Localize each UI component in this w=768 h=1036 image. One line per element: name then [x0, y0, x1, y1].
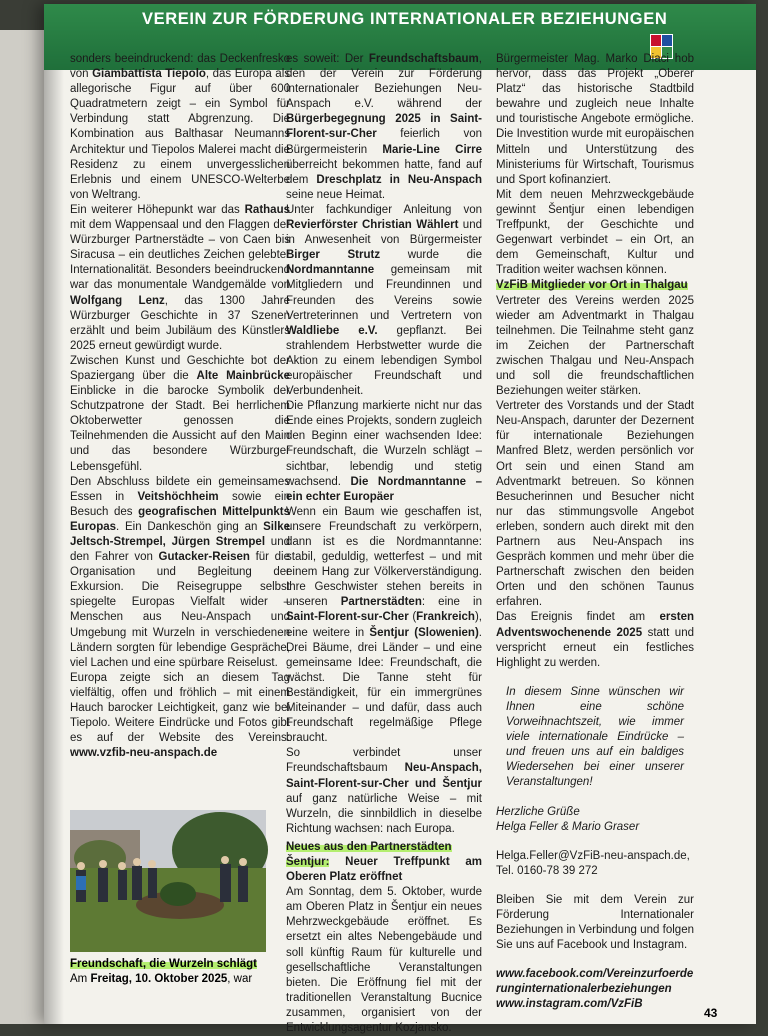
- facebook-link[interactable]: www.facebook.com/Vereinzurfoerderunginternationalerbeziehungen: [496, 968, 694, 996]
- page-number: 43: [704, 1006, 718, 1020]
- greeting-line: Herzliche Grüße: [496, 805, 580, 818]
- paragraph: Mit dem neuen Mehrzweckgebäude gewinnt Šentjur einen lebendigen Treffpunkt, der Geschichte und Gegenwart verbindet – ein Ort, an dem Gemeinschaft, Kultur und Tradition weiter wachsen können.: [496, 188, 694, 277]
- thalgau-heading: VzFiB Mitglieder vor Ort in Thalgau: [496, 279, 688, 292]
- magazine-page: [44, 4, 756, 1034]
- header-title: VEREIN ZUR FÖRDERUNG INTERNATIONALER BEZIEHUNGEN: [142, 10, 668, 28]
- instagram-link[interactable]: www.instagram.com/VzFiB: [496, 998, 643, 1011]
- season-greeting: In diesem Sinne wünschen wir Ihnen eine schöne Vorweihnachtszeit, wie immer viele internationale Eindrücke – und freuen uns auf ein baldiges Wiedersehen bei einer unserer Veranstaltungen!: [506, 685, 684, 789]
- paragraph: Unter fachkundiger Anleitung von Revierförster Christian Wählert und in Anwesenheit von Bürgermeister Birger Strutz wurde die Nordmanntanne gemeinsam mit Mitgliedern und Freundinnen und Freunden des Vereins sowie Vertreterinnen und Vertretern von Waldliebe e.V. gepflanzt. Bei strahlendem Herbstwetter wurde die Aktion zu einem lebendigen Symbol europäischer Freundschaft und Verbundenheit.: [286, 203, 482, 398]
- column-1: [70, 52, 290, 761]
- paragraph: Bleiben Sie mit dem Verein zur Förderung Internationaler Beziehungen in Verbindung und folgen Sie uns auf Facebook und Instagram.: [496, 893, 694, 952]
- column-3: [496, 52, 694, 1013]
- paragraph: Vertreter des Vorstands und der Stadt Neu-Anspach, darunter der Dezernent für internationale Beziehungen Manfred Bletz, werden persönlich vor Ort sein und einen Stand am Adventmarkt betreuen. So können Besucherinnen und Besucher nicht nur das stimmungsvolle Angebot erleben, sondern auch direkt mit den Partnern aus Neu-Anspach ins Gespräch kommen und mehr über die Partnerschaft zwischen den beiden Orten und den schönen Taunus erfahren.: [496, 400, 694, 609]
- paragraph: Die Pflanzung markierte nicht nur das Ende eines Projekts, sondern zugleich den Beginn einer wachsenden Idee: Freundschaft, die Wurzeln schlägt – sichtbar, lebendig und stetig wachsend. Die Nordmanntanne – ein echter Europäer: [286, 400, 482, 503]
- paragraph: Den Abschluss bildete ein gemeinsames Essen in Veitshöchheim sowie ein Besuch des geografischen Mittelpunkts Europas. Ein Dankeschön ging an Silke Jeltsch-Strempel, Jürgen Strempel und den Fahrer von Gutacker-Reisen für die Organisation und Begleitung der Exkursion. Die Reisegruppe selbst spiegelte Europas Vielfalt wider – Menschen aus Neu-Anspach und Umgebung mit Wurzeln in verschiedenen Ländern sorgten für lebendige Gespräche, viel Lachen und eine spürbare Reiselust.: [70, 475, 290, 669]
- email-link[interactable]: Helga.Feller@VzFiB-neu-anspach.de,: [496, 849, 690, 862]
- paragraph: Bürgermeister Mag. Marko Diaci hob hervor, dass das Projekt „Oberer Platz“ das historische Stadtbild bewahre und zugleich neue Inhalte und touristische Angebote ermögliche. Die Investition wurde mit europäischen Mitteln und Unterstützung des Ministeriums für Wirtschaft, Tourismus und Sport kofinanziert.: [496, 53, 694, 186]
- paragraph: sonders beeindruckend: das Deckenfresko von Giambattista Tiepolo, das Europa als allegorische Figur auf über 600 Quadratmetern zeigt – ein Symbol für Verbindung statt Abgrenzung. Die Kombination aus Balthasar Neumanns Architektur und Tiepolos Malerei macht die Residenz zu einem unvergesslichen Erlebnis und einem UNESCO-Welterbe von Weltrang.: [70, 53, 290, 201]
- signature-names: Helga Feller & Mario Graser: [496, 820, 640, 833]
- facing-page-edge: [0, 30, 44, 1024]
- paragraph: Vertreter des Vereins werden 2025 wieder am Adventmarkt in Thalgau teilnehmen. Die Teilnahme steht ganz im Zeichen der Partnerschaft zwischen Thalgau und Neu-Anspach und soll die freundschaftlichen Beziehungen weiter stärken.: [496, 294, 694, 398]
- caption-heading: Freundschaft, die Wurzeln schlägt: [70, 958, 258, 970]
- paragraph: Das Ereignis findet am ersten Adventswochenende 2025 statt und verspricht erneut ein festliches Highlight zu werden.: [496, 611, 694, 669]
- news-heading: Neues aus den Partnerstädten Šentjur: Neuer Treffpunkt am Oberen Platz eröffnet: [286, 840, 482, 884]
- column-2: [286, 52, 482, 1036]
- subheading: Die Nordmanntanne – ein echter Europäer: [286, 475, 482, 503]
- phone-number: Tel. 0160-78 39 272: [496, 864, 598, 877]
- photo-caption: Freundschaft, die Wurzeln schlägt Am Freitag, 10. Oktober 2025, war: [70, 958, 258, 985]
- paragraph: es soweit: Der Freundschaftsbaum, den der Verein zur Förderung internationaler Beziehungen Neu-Anspach e.V. während der Bürgerbegegnung 2025 in Saint-Florent-sur-Cher feierlich von Bürgermeisterin Marie-Line Cirre überreicht bekommen hatte, fand auf dem Dreschplatz in Neu-Anspach seine neue Heimat.: [286, 53, 482, 201]
- paragraph: Ein weiterer Höhepunkt war das Rathaus mit dem Wappensaal und den Flaggen der Würzburger Partnerstädte – von Caen bis Siracusa – ein deutliches Zeichen gelebter Internationalität. Besonders beeindruckend war das monumentale Wandgemälde von Wolfgang Lenz, das 1300 Jahre Würzburger Geschichte in 37 Szenen erzählt und beim Jubiläum des Künstlers 2025 erneut gewürdigt wurde.: [70, 203, 290, 352]
- paragraph: So verbindet unser Freundschaftsbaum Neu-Anspach, Saint-Florent-sur-Cher und Šentjur auf ganz natürliche Weise – mit Wurzeln, die sinnbildlich in dieselbe Richtung wachsen: nach Europa.: [286, 747, 482, 835]
- page-spine-shadow: [44, 4, 64, 1024]
- paragraph: Zwischen Kunst und Geschichte bot der Spaziergang über die Alte Mainbrücke Einblicke in die barocke Symbolik der Schutzpatrone der Stadt. Bei herrlichem Oktoberwetter genossen die Teilnehmenden die Aussicht auf den Main und das besondere Würzburger Lebensgefühl.: [70, 354, 291, 473]
- tree-planting-photo: [70, 810, 266, 952]
- paragraph: Europa zeigte sich an diesem Tag vielfältig, offen und fröhlich – mit einem Hauch barocker Leichtigkeit, ganz wie bei Tiepolo. Weitere Eindrücke und Fotos gibt es auf der Website des Vereins: www.vzfib-neu-anspach.de: [70, 671, 290, 760]
- website-link[interactable]: www.vzfib-neu-anspach.de: [70, 747, 218, 760]
- paragraph: Wenn ein Baum wie geschaffen ist, unsere Freundschaft zu verkörpern, dann ist es die Nordmanntanne: stabil, geduldig, wetterfest – und mit einem Hang zur Völkerverständigung. Ihre Geschwister stehen bereits in unseren Partnerstädten: eine in Saint-Florent-sur-Cher (Frankreich), eine weitere in Šentjur (Slowenien). Drei Bäume, drei Länder – und eine gemeinsame Idee: Freundschaft, die wächst. Die Tanne steht für Beständigkeit, für ein immergrünes Miteinander – und dafür, dass auch Freundschaft regelmäßige Pflege braucht.: [286, 505, 482, 745]
- paragraph: Am Sonntag, dem 5. Oktober, wurde am Oberen Platz in Šentjur ein neues Mehrzweckgebäude eröffnet. Es ersetzt ein altes Nebengebäude und soll künftig Raum für kulturelle und gesellschaftliche Veranstaltungen bieten. Die Eröffnung fiel mit der traditionellen Veranstaltung Bucnice zusammen, organisiert von der Entwicklungsagentur Kozjansko.: [286, 886, 482, 1034]
